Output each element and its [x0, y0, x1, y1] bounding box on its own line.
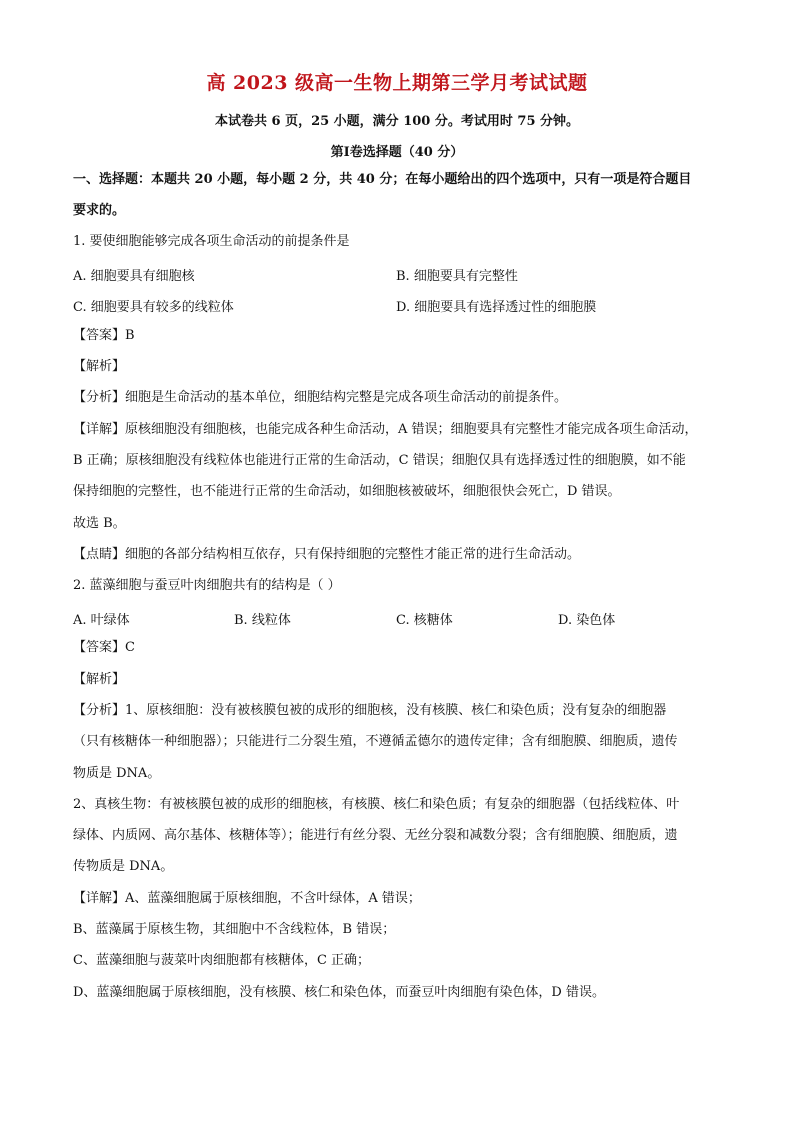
q2-answer: 【答案】C: [73, 640, 135, 655]
q2-analysis-line-6: 传物质是 DNA。: [73, 859, 174, 874]
q2-option-d: D. 染色体: [558, 613, 616, 628]
q2-option-a: A. 叶绿体: [73, 613, 130, 628]
q1-option-d: D. 细胞要具有选择透过性的细胞膜: [396, 300, 597, 315]
q2-option-c: C. 核糖体: [396, 613, 453, 628]
q1-key-point: 【点睛】细胞的各部分结构相互依存，只有保持细胞的完整性才能正常的进行生命活动。: [73, 547, 581, 562]
q2-analysis-line-1: 【分析】1、原核细胞：没有被核膜包被的成形的细胞核，没有核膜、核仁和染色质；没有复杂的细胞器: [73, 703, 667, 718]
q1-answer: 【答案】B: [73, 328, 135, 343]
q1-option-c: C. 细胞要具有较多的线粒体: [73, 300, 234, 315]
q1-detail-line-2: B 正确；原核细胞没有线粒体也能进行正常的生命活动，C 错误；细胞仅具有选择透过性的细胞膜，如不能: [73, 453, 686, 468]
q1-analysis: 【分析】细胞是生命活动的基本单位，细胞结构完整是完成各项生命活动的前提条件。: [73, 390, 568, 405]
q1-stem: 1. 要使细胞能够完成各项生命活动的前提条件是: [73, 234, 350, 249]
q1-detail-line-3: 保持细胞的完整性，也不能进行正常的生命活动，如细胞核被破坏，细胞很快会死亡，D 错误。: [73, 484, 621, 499]
q1-analysis-label: 【解析】: [73, 359, 126, 374]
q2-option-b: B. 线粒体: [234, 613, 291, 628]
q2-analysis-label: 【解析】: [73, 672, 126, 687]
q2-stem: 2. 蓝藻细胞与蚕豆叶肉细胞共有的结构是（ ）: [73, 578, 341, 593]
q2-analysis-line-5: 绿体、内质网、高尔基体、核糖体等）；能进行有丝分裂、无丝分裂和减数分裂；含有细胞膜、细胞质，遗: [73, 828, 678, 843]
q1-detail-line-1: 【详解】原核细胞没有细胞核，也能完成各种生命活动，A 错误；细胞要具有完整性才能完成各项生命活动，: [73, 422, 698, 437]
q1-option-a: A. 细胞要具有细胞核: [73, 269, 195, 284]
q1-choice: 故选 B。: [73, 516, 126, 531]
q2-detail-line-1: 【详解】A、蓝藻细胞属于原核细胞，不含叶绿体，A 错误；: [73, 891, 421, 906]
page-title: 高 2023 级高一生物上期第三学月考试试题: [206, 72, 588, 94]
q2-analysis-line-2: （只有核糖体一种细胞器）；只能进行二分裂生殖，不遵循孟德尔的遗传定律；含有细胞膜、细胞质，遗传: [73, 734, 678, 749]
instructions-line-1: 一、选择题：本题共 20 小题，每小题 2 分，共 40 分；在每小题给出的四个选项中，只有一项是符合题目: [73, 172, 692, 187]
exam-info: 本试卷共 6 页，25 小题，满分 100 分。考试用时 75 分钟。: [214, 114, 580, 129]
q2-detail-line-3: C、蓝藻细胞与菠菜叶肉细胞都有核糖体，C 正确；: [73, 953, 371, 968]
section-heading: 第Ⅰ卷选择题（40 分）: [330, 145, 464, 160]
q1-option-b: B. 细胞要具有完整性: [396, 269, 518, 284]
q2-analysis-line-3: 物质是 DNA。: [73, 766, 161, 781]
instructions-line-2: 要求的。: [73, 203, 126, 218]
q2-detail-line-2: B、蓝藻属于原核生物，其细胞中不含线粒体，B 错误；: [73, 922, 396, 937]
q2-detail-line-4: D、蓝藻细胞属于原核细胞，没有核膜、核仁和染色体，而蚕豆叶肉细胞有染色体，D 错误。: [73, 985, 605, 1000]
q2-analysis-line-4: 2、真核生物：有被核膜包被的成形的细胞核，有核膜、核仁和染色质；有复杂的细胞器（包括线粒体、叶: [73, 797, 680, 812]
